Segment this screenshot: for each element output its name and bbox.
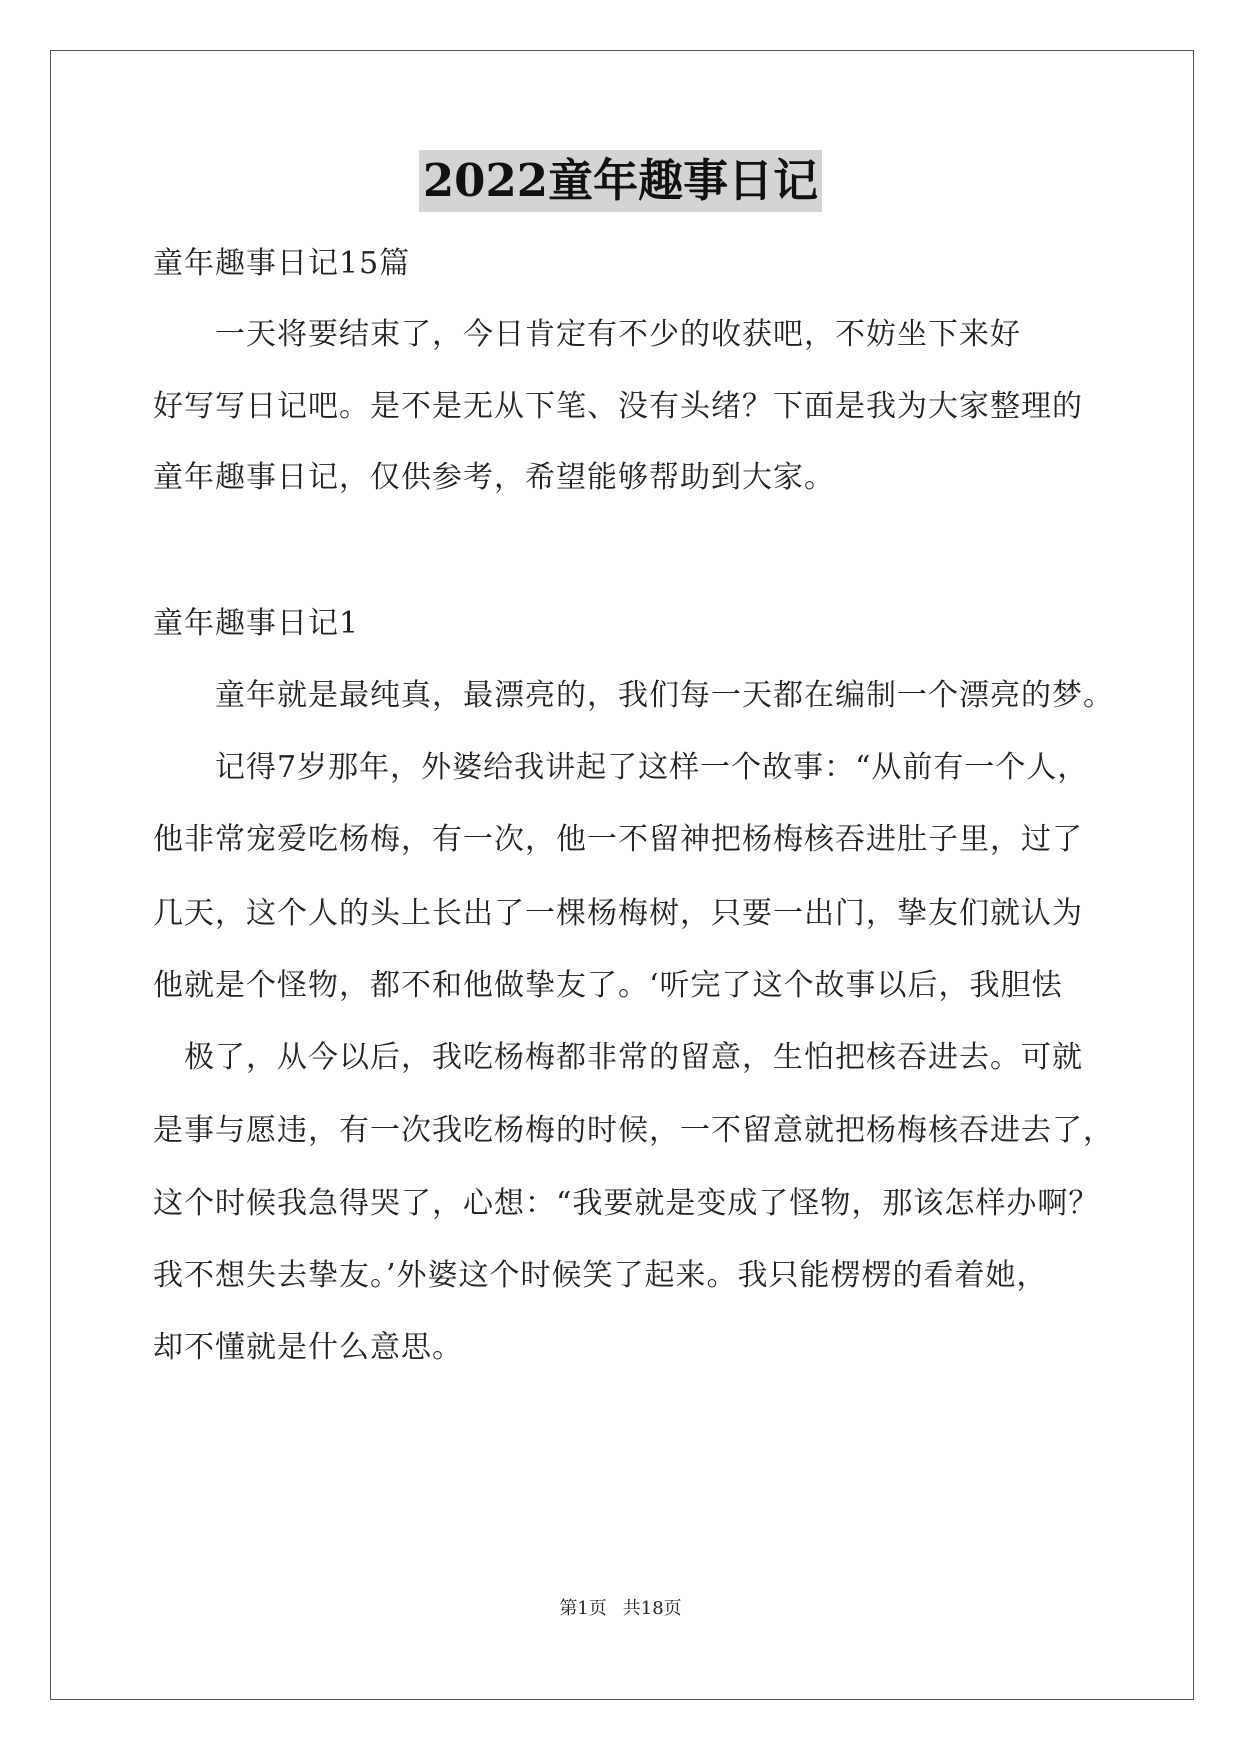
body-line-7: 是事与愿违，有一次我吃杨梅的时候，一不留意就把杨梅核吞进去了， [153, 1113, 1114, 1148]
intro-line-3: 童年趣事日记，仅供参考，希望能够帮助到大家。 [153, 460, 835, 495]
page-border [50, 50, 1194, 1700]
body-line-8: 这个时候我急得哭了，心想：“我要就是变成了怪物，那该怎样办啊？ [153, 1186, 1100, 1221]
body-line-1: 童年就是最纯真，最漂亮的，我们每一天都在编制一个漂亮的梦。 [153, 678, 1114, 713]
page-total: 共18页 [622, 1598, 682, 1619]
intro-line-2: 好写写日记吧。是不是无从下笔、没有头绪？下面是我为大家整理的 [153, 389, 1083, 424]
body-line-2: 记得7岁那年，外婆给我讲起了这样一个故事：“从前有一个人， [153, 750, 1089, 785]
body-line-10: 却不懂就是什么意思。 [153, 1330, 463, 1365]
body-line-5: 他就是个怪物，都不和他做挚友了。‘听完了这个故事以后，我胆怯 [153, 968, 1063, 1003]
page-footer [0, 1597, 1241, 1621]
page-number: 第1页 [559, 1598, 607, 1619]
title-wrap [0, 150, 1241, 212]
intro-line-1: 一天将要结束了，今日肯定有不少的收获吧，不妨坐下来好 [153, 317, 1021, 352]
section-heading: 童年趣事日记1 [153, 606, 360, 641]
document-title: 2022童年趣事日记 [419, 150, 822, 212]
body-line-9: 我不想失去挚友。’外婆这个时候笑了起来。我只能楞楞的看着她， [153, 1258, 1048, 1293]
subtitle-line: 童年趣事日记15篇 [153, 246, 411, 281]
body-line-4: 几天，这个人的头上长出了一棵杨梅树，只要一出门，挚友们就认为 [153, 896, 1083, 931]
body-line-6: 极了，从今以后，我吃杨梅都非常的留意，生怕把核吞进去。可就 [153, 1040, 1083, 1075]
body-line-3: 他非常宠爱吃杨梅，有一次，他一不留神把杨梅核吞进肚子里，过了 [153, 822, 1083, 857]
